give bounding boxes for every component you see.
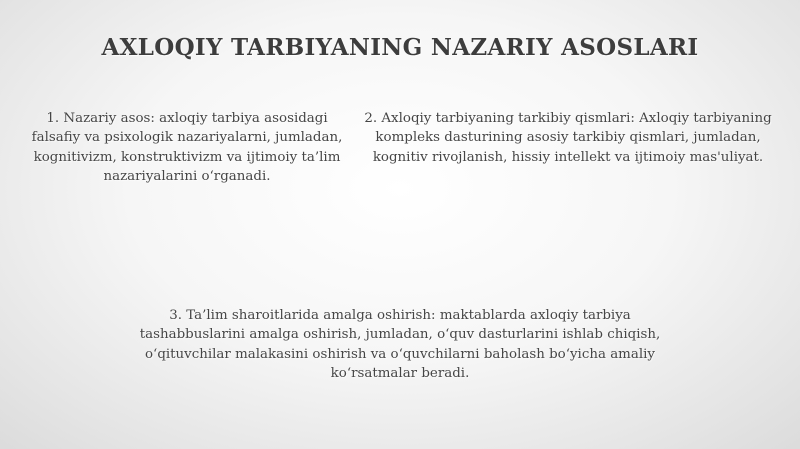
point-2-text: 2. Axloqiy tarbiyaning tarkibiy qismlari: Axloqiy tarbiyaning kompleks dasturining asosiy tarkibiy qismlari, jumladan, kognitiv rivojlanish, hissiy intellekt va ijtimoiy mas'uliyat. (364, 111, 772, 165)
point-1-text: 1. Nazariy asos: axloqiy tarbiya asosidagi falsafiy va psixologik nazariyalarni, jumladan, kognitivizm, konstruktivizm va ijtimoiy ta’lim nazariyalarini oʻrganadi. (31, 111, 343, 184)
slide-title: AXLOQIY TARBIYANING NAZARIY ASOSLARI (101, 34, 699, 61)
point-3-text: 3. Ta’lim sharoitlarida amalga oshirish: maktablarda axloqiy tarbiya tashabbuslarini amalga oshirish, jumladan, oʻquv dasturlarini ishlab chiqish, oʻqituvchilar malakasini oshirish va oʻquvchilarni baholash boʻyicha amaliy koʻrsatmalar beradi. (139, 308, 661, 381)
